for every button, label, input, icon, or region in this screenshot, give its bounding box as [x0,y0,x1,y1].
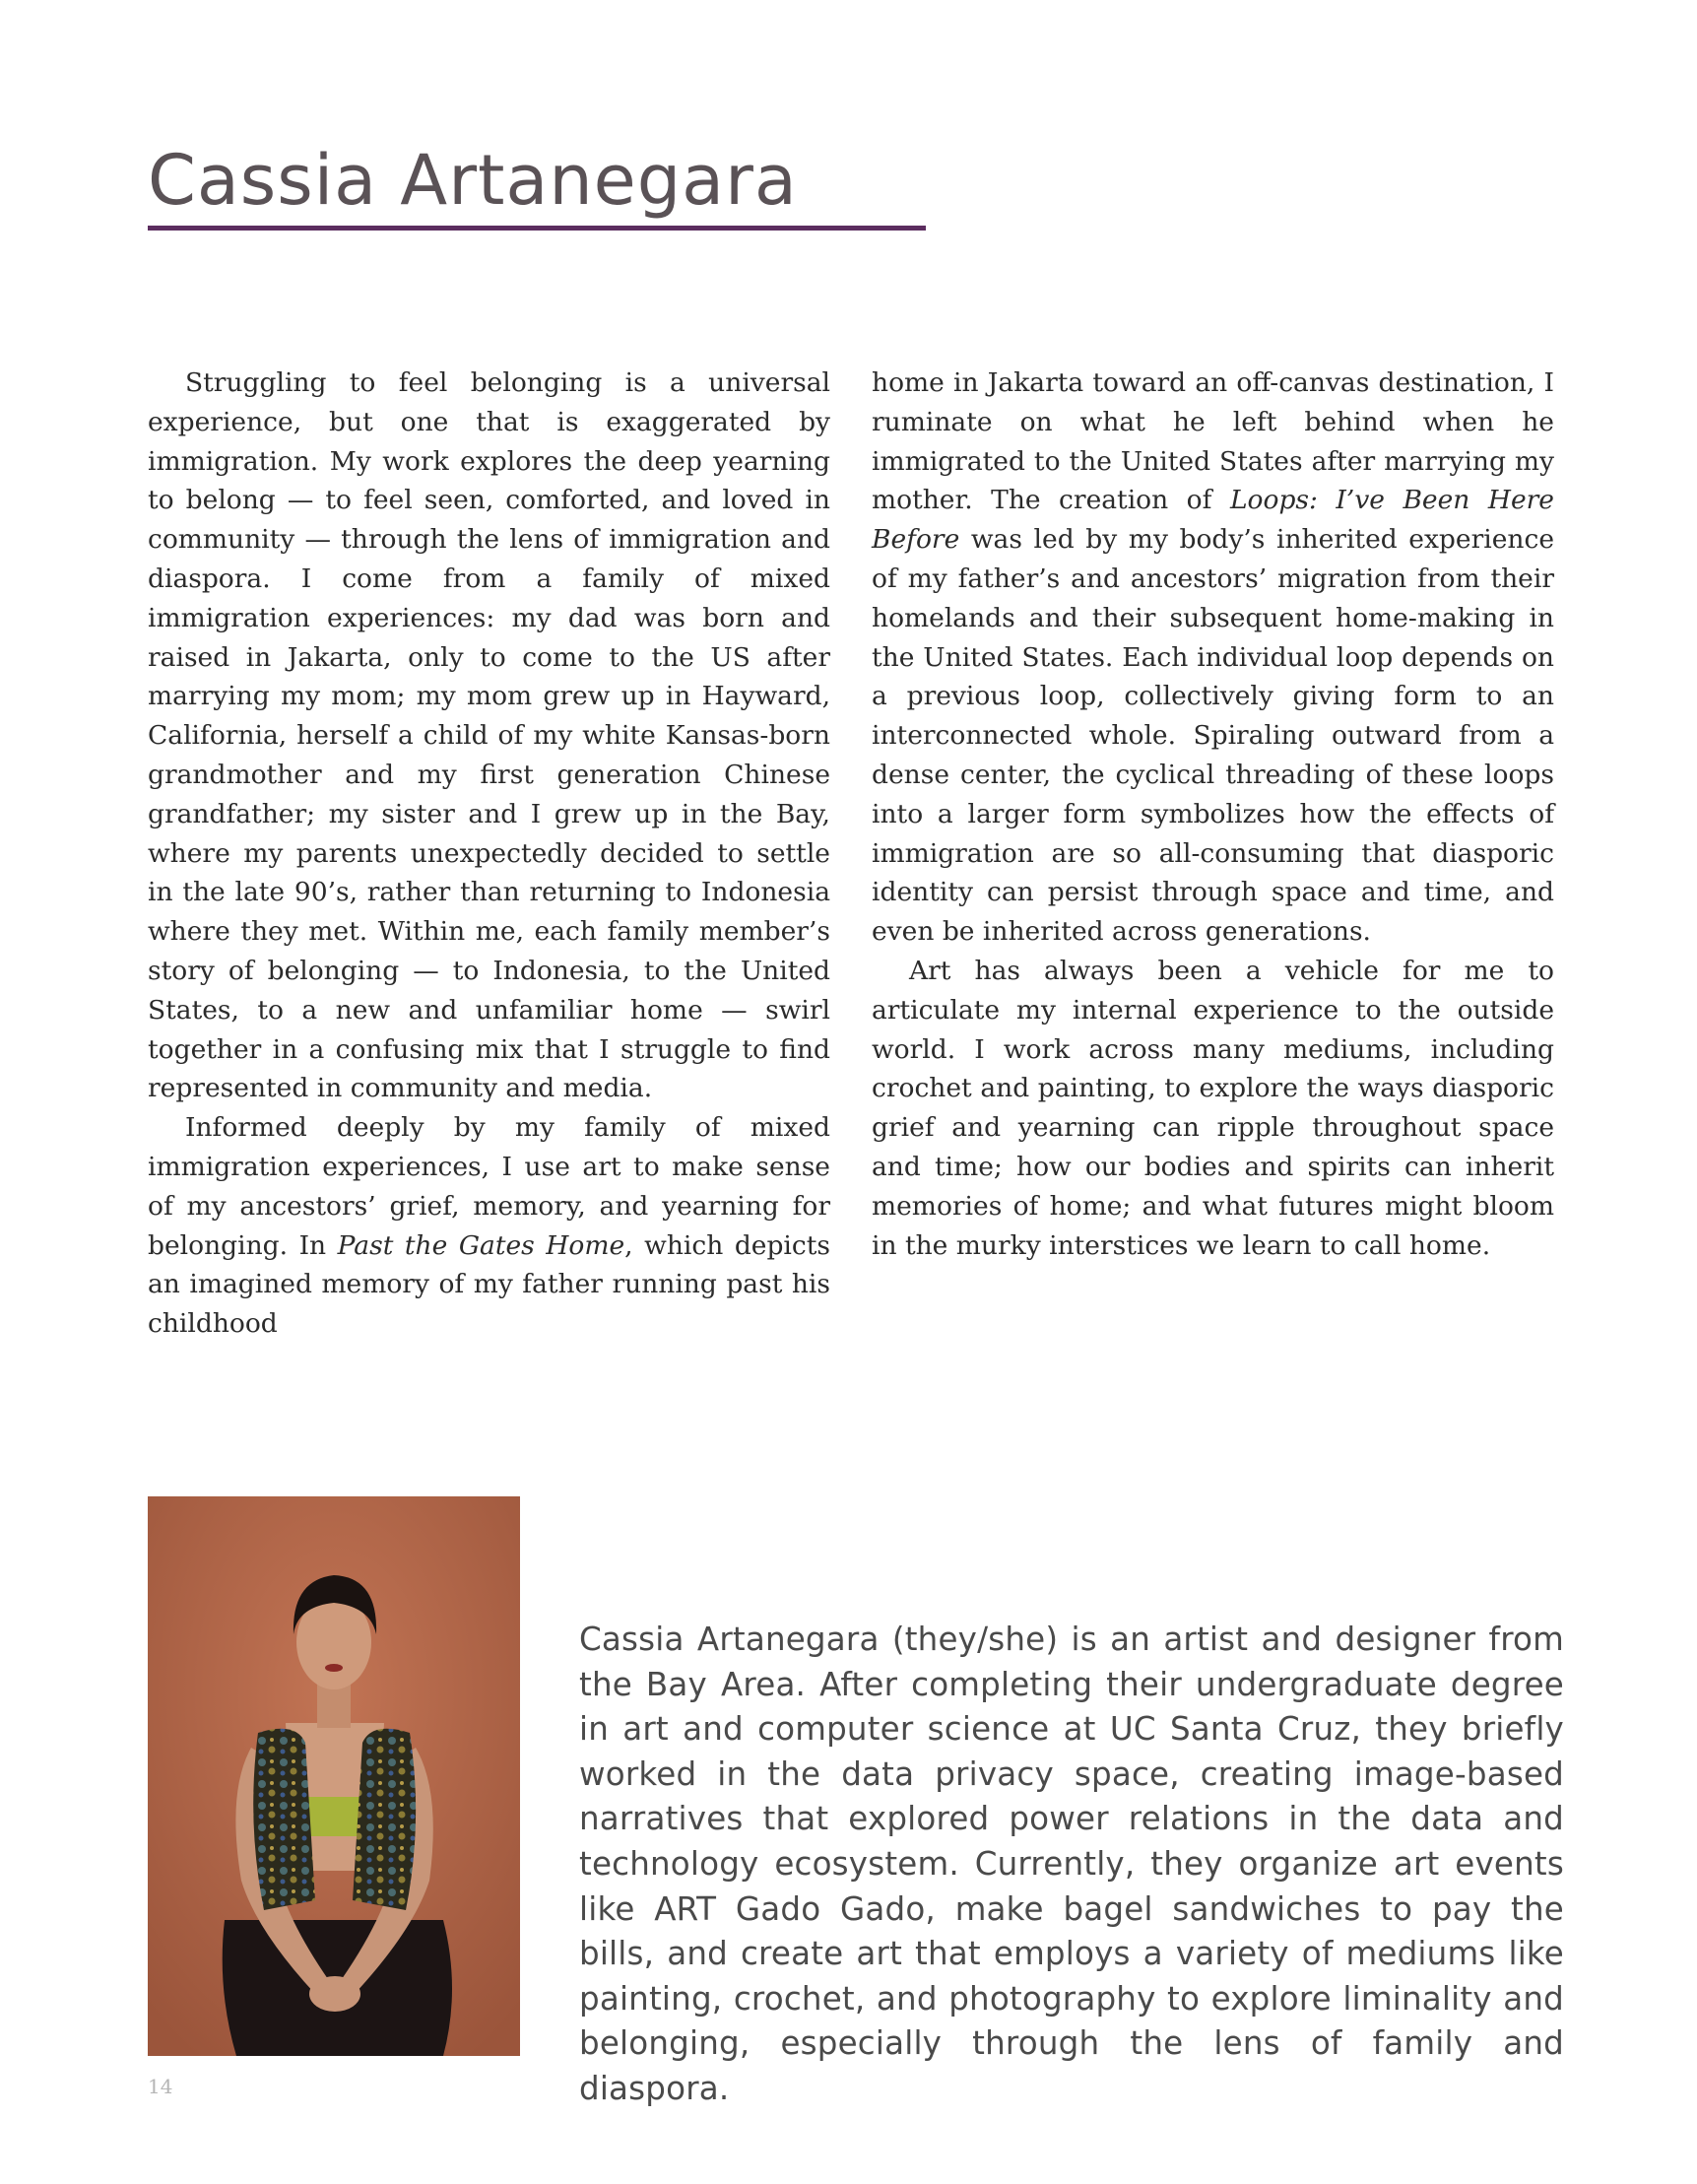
statement-column-right [872,364,1554,1265]
statement-paragraph-2 [148,1108,830,1344]
statement-paragraph-2-continued [872,364,1554,952]
artist-bio: Cassia Artanegara (they/she) is an artist and designer from the Bay Area. After completing their undergraduate degree in art and computer science at UC Santa Cruz, they briefly worked in the data privacy space, creating image-based narratives that explored power relations in the data and technology ecosystem. Currently, they organize art events like ART Gado Gado, make bagel sandwiches to pay the bills, and create art that employs a variety of mediums like painting, crochet, and photography to explore liminality and belonging, especially through the lens of family and diaspora. [579,1621,1564,2107]
statement-paragraph-1: Struggling to feel belonging is a universal experience, but one that is exaggerated by immigration. My work explores the deep yearning to belong — to feel seen, comforted, and loved in community — through the lens of immigration and diaspora. I come from a family of mixed immigration experiences: my dad was born and raised in Jakarta, only to come to the US after marrying my mom; my mom grew up in Hayward, California, herself a child of my white Kansas-born grandmother and my first generation Chinese grandfather; my sister and I grew up in the Bay, where my parents unexpectedly decided to settle in the late 90’s, rather than returning to Indonesia where they met. Within me, each family member’s story of belonging — to Indonesia, to the United States, to a new and unfamiliar home — swirl together in a confusing mix that I struggle to find represented in community and media. [148,367,830,1104]
portrait-vest-right [353,1729,416,1910]
artist-portrait-photo [148,1496,520,2056]
portrait-vest-left [253,1729,315,1910]
statement-paragraph-3: Art has always been a vehicle for me to articulate my internal experience to the outside world. I work across many mediums, including crochet and painting, to explore the ways diasporic grief and yearning can ripple throughout space and time; how our bodies and spirits can inherit memories of home; and what futures might bloom in the murky interstices we learn to call home. [872,955,1554,1261]
title-underline [148,226,926,231]
statement-paragraph-2-continued-lead: home in Jakarta toward an off-canvas destination, I ruminate on what he left behind when he immigrated to the United States after marrying my mother. The creation of [872,367,1554,516]
statement-column-left [148,364,830,1344]
page-title: Cassia Artanegara [148,140,798,221]
page-number: 14 [148,2075,173,2098]
portrait-hands [309,1976,360,2012]
portrait-green-top [307,1797,362,1836]
work-title-loops: Loops: I’ve Been Here Before [872,485,1554,556]
work-title-past-the-gates-home: Past the Gates Home [337,1229,625,1261]
portrait-lips [325,1664,343,1672]
statement-paragraph-2-tail: , which depicts an imagined memory of my father running past his childhood [148,1229,830,1340]
statement-paragraph-2-lead: Informed deeply by my family of mixed immigration experiences, I use art to make sense of my ancestors’ grief, memory, and yearning for belonging. In [148,1112,830,1261]
statement-paragraph-2-continued-tail: was led by my body’s inherited experience of my father’s and ancestors’ migration from their homelands and their subsequent home-making in the United States. Each individual loop depends on a previous loop, collectively giving form to an interconnected whole. Spiraling outward from a dense center, the cyclical threading of these loops into a larger form symbolizes how the effects of immigration are so all-consuming that diasporic identity can persist through space and time, and even be inherited across generations. [872,524,1554,948]
